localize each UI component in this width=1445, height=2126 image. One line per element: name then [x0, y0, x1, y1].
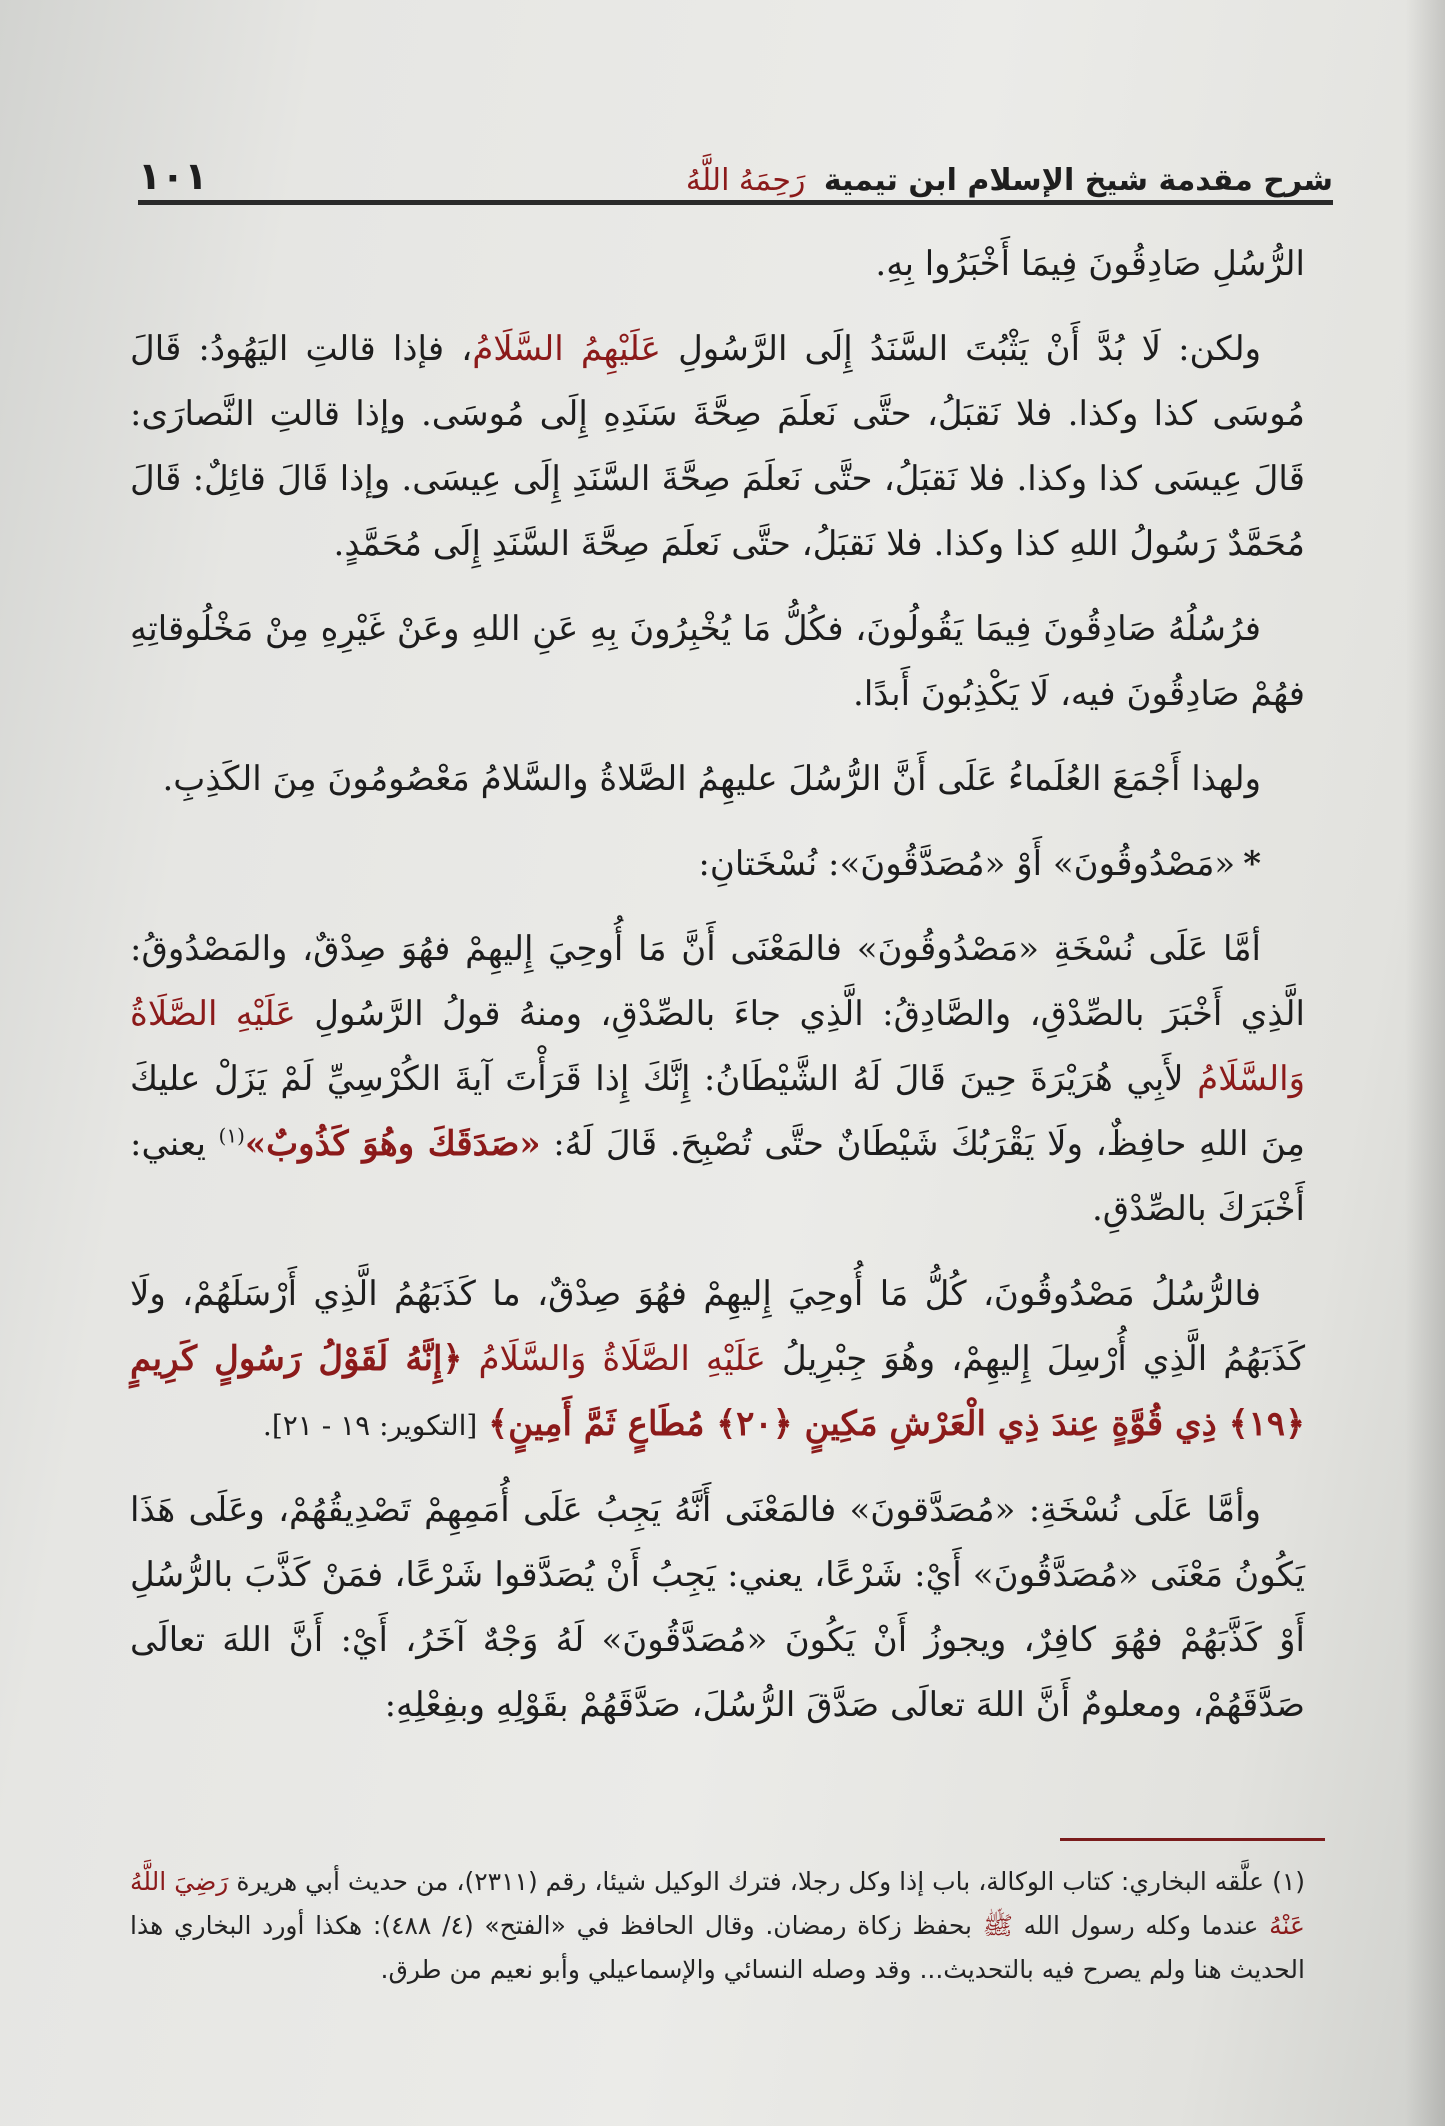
verse-reference: [التكوير: ١٩ - ٢١].: [262, 1409, 478, 1442]
paragraph-2: ولكن: لَا بُدَّ أَنْ يَثْبُتَ السَّنَدُ إِلَى الرَّسُولِ عَلَيْهِمُ السَّلَامُ، فإذا قالتِ اليَهُودُ: قَالَ مُوسَى كذا وكذا. فلا نَقبَلُ، حتَّى نَعلَمَ صِحَّةَ سَنَدِهِ إِلَى مُوسَى. وإذا قالتِ النَّصارَى: قَالَ عِيسَى كذا وكذا. فلا نَقبَلُ، حتَّى نَعلَمَ صِحَّةَ السَّنَدِ إِلَى عِيسَى. وإذا قَالَ قائِلٌ: قَالَ مُحَمَّدٌ رَسُولُ اللهِ كذا وكذا. فلا نَقبَلُ، حتَّى نَعلَمَ صِحَّةَ السَّنَدِ إِلَى مُحَمَّدٍ.: [130, 329, 1305, 564]
honorific-rahimahullah: رَحِمَهُ اللَّهُ: [685, 163, 806, 198]
honorific-alayhi-assalat-2: عَلَيْهِ الصَّلَاةُ وَالسَّلَامُ: [478, 1339, 766, 1379]
hadith-quote: «صَدَقَكَ وهُوَ كَذُوبٌ»: [244, 1124, 541, 1164]
star-marker: *: [1243, 844, 1261, 884]
footnote-marker[interactable]: (١): [218, 1123, 245, 1148]
paragraph-4: ولهذا أَجْمَعَ العُلَماءُ عَلَى أَنَّ الرُّسُلَ عليهِمُ الصَّلاةُ والسَّلامُ مَعْصُومُونَ مِنَ الكَذِبِ.: [162, 759, 1261, 799]
paragraph-1: الرُّسُلِ صَادِقُونَ فِيمَا أَخْبَرُوا بِهِ.: [875, 244, 1305, 284]
running-title: شرح مقدمة شيخ الإسلام ابن تيمية رَحِمَهُ اللَّهُ: [685, 163, 1333, 198]
paragraph-5-heading: *«مَصْدُوقُونَ» أَوْ «مُصَدَّقُونَ»: نُسْخَتانِ:: [698, 844, 1261, 884]
paragraph-6: أمَّا عَلَى نُسْخَةِ «مَصْدُوقُونَ» فالمَعْنَى أَنَّ مَا أُوحِيَ إِليهِمْ فهُوَ صِدْقٌ، والمَصْدُوقُ: الَّذِي أَخْبَرَ بالصِّدْقِ، والصَّادِقُ: الَّذِي جاءَ بالصِّدْقِ، ومنهُ قولُ الرَّسُولِ عَلَيْهِ الصَّلَاةُ وَالسَّلَامُ لأَبِي هُرَيْرَةَ حِينَ قَالَ لَهُ الشَّيْطَانُ: إِنَّكَ إِذا قَرَأْتَ آيةَ الكُرْسِيِّ لَمْ يَزَلْ عليكَ مِنَ اللهِ حافِظٌ، ولَا يَقْرَبُكَ شَيْطَانٌ حتَّى تُصْبِحَ. قَالَ لَهُ: «صَدَقَكَ وهُوَ كَذُوبٌ»$^{(١)}$ يعني: أَخْبَرَكَ بالصِّدْقِ.: [130, 929, 1306, 1229]
main-text: [130, 232, 1305, 1758]
honorific-radiallahu: رَضِيَ اللَّهُ عَنْهُ: [130, 1867, 1305, 1940]
paragraph-7: فالرُّسُلُ مَصْدُوقُونَ، كُلُّ مَا أُوحِيَ إِليهِمْ فهُوَ صِدْقٌ، ما كَذَبَهُمُ الَّذِي أَرْسَلَهُمْ، ولَا كَذَبَهُمُ الَّذِي أُرْسِلَ إِليهِمْ، وهُوَ جِبْرِيلُ عَلَيْهِ الصَّلَاةُ وَالسَّلَامُ ﴿إِنَّهُ لَقَوْلُ رَسُولٍ كَرِيمٍ ﴿١٩﴾ ذِي قُوَّةٍ عِندَ ذِي الْعَرْشِ مَكِينٍ ﴿٢٠﴾ مُطَاعٍ ثَمَّ أَمِينٍ﴾ [التكوير: ١٩ - ٢١].: [130, 1274, 1306, 1444]
paragraph-8: وأمَّا عَلَى نُسْخَةِ: «مُصَدَّقونَ» فالمَعْنَى أَنَّهُ يَجِبُ عَلَى أُمَمِهِمْ تَصْدِيقُهُمْ، وعَلَى هَذَا يَكُونُ مَعْنَى «مُصَدَّقُونَ» أَيْ: شَرْعًا، يعني: يَجِبُ أَنْ يُصَدَّقوا شَرْعًا، فمَنْ كَذَّبَ بالرُّسُلِ أَوْ كَذَّبَهُمْ فهُوَ كافِرٌ، ويجوزُ أَنْ يَكُونَ «مُصَدَّقُونَ» لَهُ وَجْهٌ آخَرُ، أَيْ: أَنَّ اللهَ تعالَى صَدَّقَهُمْ، ومعلومٌ أَنَّ اللهَ تعالَى صَدَّقَ الرُّسُلَ، صَدَّقَهُمْ بقَوْلِهِ وبفِعْلِهِ:: [130, 1490, 1305, 1725]
page-number: ١٠١: [138, 154, 208, 198]
footnote-rule: [1060, 1838, 1325, 1841]
footnote-number: (١): [1272, 1867, 1306, 1896]
header-rule: [138, 200, 1333, 205]
quran-verse: ﴿إِنَّهُ لَقَوْلُ رَسُولٍ كَرِيمٍ ﴿١٩﴾ ذِي قُوَّةٍ عِندَ ذِي الْعَرْشِ مَكِينٍ ﴿٢٠﴾ مُطَاعٍ ثَمَّ أَمِينٍ﴾: [130, 1339, 1305, 1444]
paragraph-3: فرُسُلُهُ صَادِقُونَ فِيمَا يَقُولُونَ، فكُلُّ مَا يُخْبِرُونَ بِهِ عَنِ اللهِ وعَنْ غَيْرِهِ مِنْ مَخْلُوقاتِهِ فهُمْ صَادِقُونَ فيه، لَا يَكْذِبُونَ أَبدًا.: [130, 609, 1305, 714]
honorific-alayhi-assalat: عَلَيْهِ الصَّلَاةُ وَالسَّلَامُ: [130, 994, 1305, 1099]
honorific-saw: ﷺ: [982, 1911, 1013, 1940]
footnote: (١) علَّقه البخاري: كتاب الوكالة، باب إذا وكل رجلا، فترك الوكيل شيئا، رقم (٢٣١١)، من حديث أبي هريرة رَضِيَ اللَّهُ عَنْهُ عندما وكله رسول الله ﷺ بحفظ زكاة رمضان. وقال الحافظ في «الفتح» (٤/ ٤٨٨): هكذا أورد البخاري هذا الحديث هنا ولم يصرح فيه بالتحديث... وقد وصله النسائي والإسماعيلي وأبو نعيم من طرق.: [130, 1867, 1306, 1984]
honorific-alayhim-assalam: عَلَيْهِمُ السَّلَامُ: [472, 329, 661, 369]
page-spine-shadow: [1405, 0, 1445, 2126]
page-header: [138, 128, 1333, 198]
